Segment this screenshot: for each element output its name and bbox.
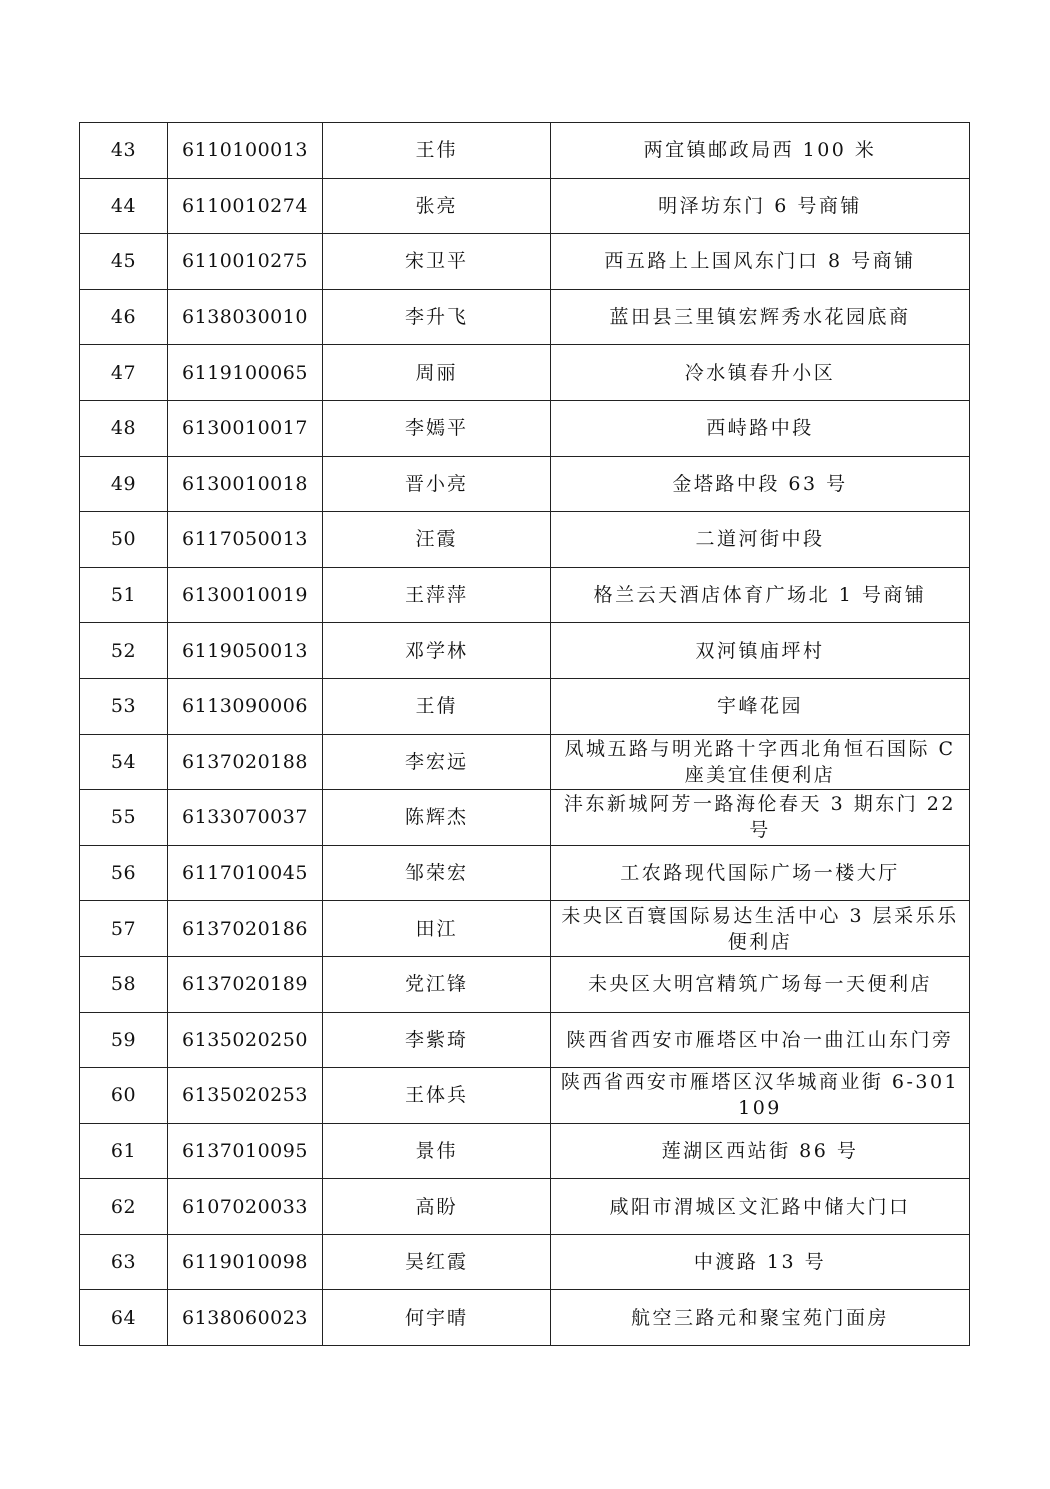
owner-name-cell: 王体兵 — [323, 1068, 551, 1124]
address-cell: 未央区大明宫精筑广场每一天便利店 — [551, 956, 970, 1012]
owner-name-cell: 吴红霞 — [323, 1234, 551, 1290]
owner-name-cell: 周丽 — [323, 345, 551, 401]
row-number-cell: 57 — [80, 901, 168, 957]
address-cell: 中渡路 13 号 — [551, 1234, 970, 1290]
row-number-cell: 56 — [80, 845, 168, 901]
row-number-cell: 43 — [80, 123, 168, 179]
outlet-code-cell: 6110010275 — [168, 234, 323, 290]
row-number-cell: 58 — [80, 956, 168, 1012]
address-cell: 格兰云天酒店体育广场北 1 号商铺 — [551, 567, 970, 623]
address-cell: 双河镇庙坪村 — [551, 623, 970, 679]
table-row — [80, 1234, 970, 1290]
outlet-code-cell: 6137020189 — [168, 956, 323, 1012]
table-row — [80, 1068, 970, 1124]
owner-name-cell: 王倩 — [323, 678, 551, 734]
outlet-code-cell: 6110010274 — [168, 178, 323, 234]
address-cell: 凤城五路与明光路十字西北角恒石国际 C 座美宜佳便利店 — [551, 734, 970, 790]
table-row — [80, 678, 970, 734]
address-cell: 航空三路元和聚宝苑门面房 — [551, 1290, 970, 1346]
table-row — [80, 845, 970, 901]
address-cell: 陕西省西安市雁塔区中冶一曲江山东门旁 — [551, 1012, 970, 1068]
outlet-code-cell: 6107020033 — [168, 1179, 323, 1235]
address-cell: 陕西省西安市雁塔区汉华城商业街 6-301109 — [551, 1068, 970, 1124]
outlet-code-cell: 6119050013 — [168, 623, 323, 679]
address-cell: 冷水镇春升小区 — [551, 345, 970, 401]
outlet-code-cell: 6130010018 — [168, 456, 323, 512]
address-cell: 蓝田县三里镇宏辉秀水花园底商 — [551, 289, 970, 345]
row-number-cell: 61 — [80, 1123, 168, 1179]
address-cell: 沣东新城阿芳一路海伦春天 3 期东门 22 号 — [551, 790, 970, 846]
outlet-code-cell: 6137020186 — [168, 901, 323, 957]
address-cell: 宇峰花园 — [551, 678, 970, 734]
table-row — [80, 1290, 970, 1346]
row-number-cell: 46 — [80, 289, 168, 345]
row-number-cell: 60 — [80, 1068, 168, 1124]
outlet-code-cell: 6130010017 — [168, 400, 323, 456]
owner-name-cell: 何宇晴 — [323, 1290, 551, 1346]
outlet-code-cell: 6113090006 — [168, 678, 323, 734]
row-number-cell: 63 — [80, 1234, 168, 1290]
table-row — [80, 345, 970, 401]
row-number-cell: 45 — [80, 234, 168, 290]
owner-name-cell: 李嫣平 — [323, 400, 551, 456]
table-row — [80, 790, 970, 846]
table-row — [80, 734, 970, 790]
row-number-cell: 53 — [80, 678, 168, 734]
row-number-cell: 49 — [80, 456, 168, 512]
address-cell: 两宜镇邮政局西 100 米 — [551, 123, 970, 179]
outlet-code-cell: 6137010095 — [168, 1123, 323, 1179]
owner-name-cell: 景伟 — [323, 1123, 551, 1179]
row-number-cell: 64 — [80, 1290, 168, 1346]
row-number-cell: 51 — [80, 567, 168, 623]
outlet-table — [79, 122, 970, 1346]
table-row — [80, 956, 970, 1012]
owner-name-cell: 高盼 — [323, 1179, 551, 1235]
outlet-code-cell: 6137020188 — [168, 734, 323, 790]
address-cell: 咸阳市渭城区文汇路中储大门口 — [551, 1179, 970, 1235]
owner-name-cell: 田江 — [323, 901, 551, 957]
table-row — [80, 178, 970, 234]
owner-name-cell: 李宏远 — [323, 734, 551, 790]
table-row — [80, 567, 970, 623]
outlet-code-cell: 6138030010 — [168, 289, 323, 345]
outlet-code-cell: 6117010045 — [168, 845, 323, 901]
address-cell: 明泽坊东门 6 号商铺 — [551, 178, 970, 234]
owner-name-cell: 王萍萍 — [323, 567, 551, 623]
table-body — [80, 123, 970, 1346]
owner-name-cell: 张亮 — [323, 178, 551, 234]
owner-name-cell: 李紫琦 — [323, 1012, 551, 1068]
row-number-cell: 54 — [80, 734, 168, 790]
table-row — [80, 623, 970, 679]
row-number-cell: 48 — [80, 400, 168, 456]
address-cell: 西峙路中段 — [551, 400, 970, 456]
address-cell: 二道河街中段 — [551, 512, 970, 568]
table-row — [80, 400, 970, 456]
table-row — [80, 1123, 970, 1179]
outlet-code-cell: 6110100013 — [168, 123, 323, 179]
row-number-cell: 52 — [80, 623, 168, 679]
outlet-code-cell: 6135020253 — [168, 1068, 323, 1124]
row-number-cell: 59 — [80, 1012, 168, 1068]
row-number-cell: 55 — [80, 790, 168, 846]
row-number-cell: 62 — [80, 1179, 168, 1235]
address-cell: 未央区百寰国际易达生活中心 3 层采乐乐便利店 — [551, 901, 970, 957]
owner-name-cell: 晋小亮 — [323, 456, 551, 512]
table-row — [80, 123, 970, 179]
owner-name-cell: 宋卫平 — [323, 234, 551, 290]
owner-name-cell: 陈辉杰 — [323, 790, 551, 846]
owner-name-cell: 邹荣宏 — [323, 845, 551, 901]
table-row — [80, 456, 970, 512]
table-row — [80, 1179, 970, 1235]
outlet-code-cell: 6130010019 — [168, 567, 323, 623]
row-number-cell: 47 — [80, 345, 168, 401]
outlet-code-cell: 6119100065 — [168, 345, 323, 401]
owner-name-cell: 李升飞 — [323, 289, 551, 345]
row-number-cell: 50 — [80, 512, 168, 568]
table-row — [80, 512, 970, 568]
table-row — [80, 901, 970, 957]
table-row — [80, 234, 970, 290]
owner-name-cell: 党江锋 — [323, 956, 551, 1012]
owner-name-cell: 王伟 — [323, 123, 551, 179]
table-row — [80, 1012, 970, 1068]
owner-name-cell: 邓学林 — [323, 623, 551, 679]
address-cell: 莲湖区西站街 86 号 — [551, 1123, 970, 1179]
outlet-code-cell: 6133070037 — [168, 790, 323, 846]
row-number-cell: 44 — [80, 178, 168, 234]
address-cell: 西五路上上国风东门口 8 号商铺 — [551, 234, 970, 290]
table-row — [80, 289, 970, 345]
outlet-code-cell: 6135020250 — [168, 1012, 323, 1068]
outlet-code-cell: 6138060023 — [168, 1290, 323, 1346]
owner-name-cell: 汪霞 — [323, 512, 551, 568]
address-cell: 金塔路中段 63 号 — [551, 456, 970, 512]
address-cell: 工农路现代国际广场一楼大厅 — [551, 845, 970, 901]
outlet-code-cell: 6117050013 — [168, 512, 323, 568]
outlet-code-cell: 6119010098 — [168, 1234, 323, 1290]
